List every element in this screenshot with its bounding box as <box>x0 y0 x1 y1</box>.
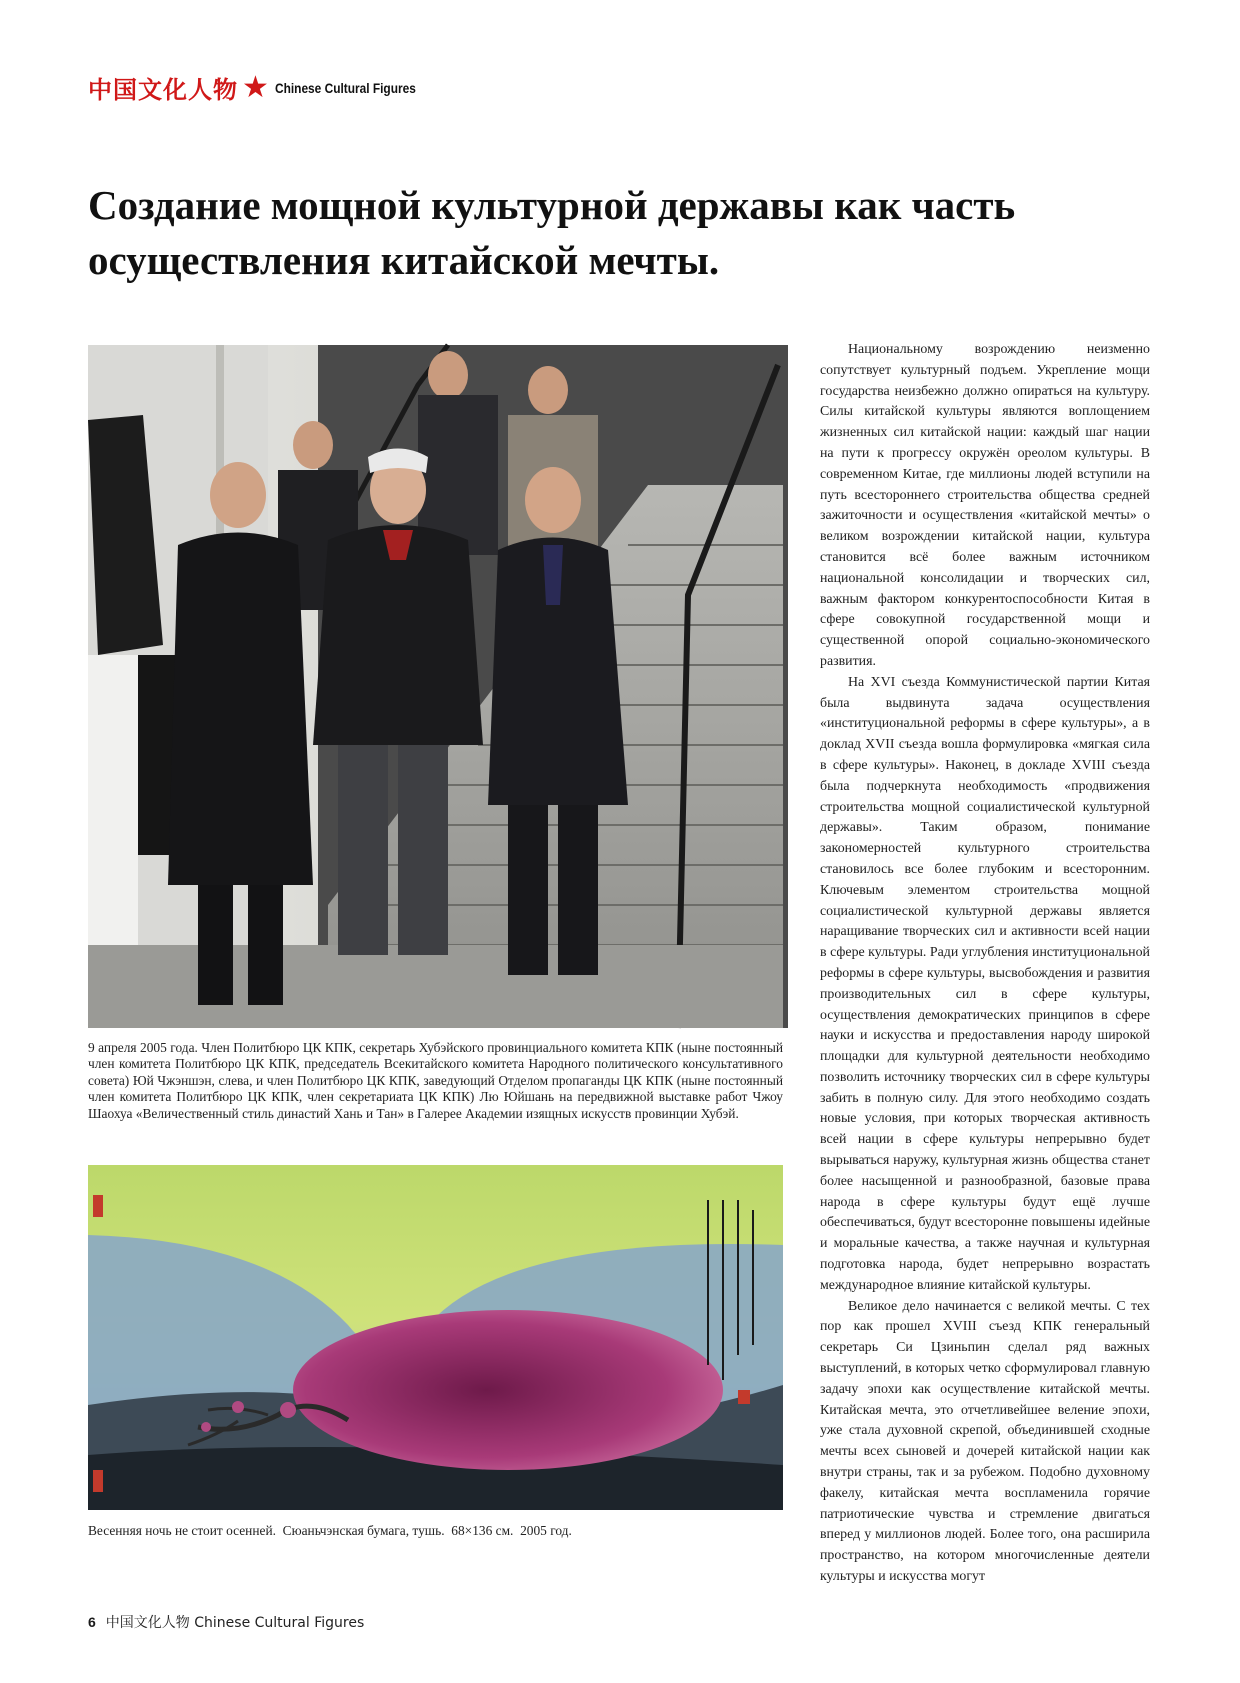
article-body <box>820 340 1150 1585</box>
article-title: Создание мощной культурной державы как часть осуществления китайской мечты. <box>88 182 1016 283</box>
page-footer <box>88 1612 364 1632</box>
blossom-tree-painting <box>88 1165 783 1510</box>
page-number: 6 <box>88 1614 96 1630</box>
body-paragraph: На XVI съезда Коммунистической партии Китая была выдвинута задача осуществления «институциональной реформы в сфере культуры», а в доклад XVII съезда вошла формулировка «мягкая сила в сфере культуры». Наконец, в докладе XVIII съезда была подчеркнута необходимость «продвижения строительства мощной социалистической культурной державы». Таким образом, понимание закономерностей культурного строительства становилось все более глубоким и всесторонним. Ключевым элементом строительства мощной социалистической культурной державы является наращивание творческих сил и активности всей нации в сфере культуры. Ради углубления институциональной реформы в сфере культуры, высвобождения и развития производительных сил в сфере культуры, осуществления демократических принципов в сфере науки и искусства и предоставления народу широкой площадки для культурной деятельности необходимо позволить источнику творческих сил в сфере культуры забить в полную силу. Для этого необходимо создать новые условия, при которых творческая активность всей нации в сфере культуры непрерывно будет вырываться наружу, культурная жизнь общества станет более насыщенной и разнообразной, базовые права народа в сфере культуры будут ещё лучше обеспечиваться, будут всесторонне повышены идейные и моральные качества, а также научная и культурная подготовка народа, будет непрерывно возрастать международное влияние китайской культуры. <box>820 674 1150 1293</box>
footer-magazine-title: 中国文化人物 Chinese Cultural Figures <box>105 1615 365 1631</box>
painting-caption: Весенняя ночь не стоит осенней. Сюаньчэнская бумага, тушь. 68×136 см. 2005 год. <box>88 1523 572 1538</box>
brand-chinese-title: 中国文化人物 <box>88 75 238 104</box>
exhibition-photo <box>88 345 783 1028</box>
magazine-brand <box>88 70 441 105</box>
body-paragraph: Великое дело начинается с великой мечты. С тех пор как прошел XVIII съезд КПК генеральный секретарь Си Цзиньпин сделал ряд важных выступлений, в которых четко сформулировал главную задачу эпохи как осуществление китайской мечты. Китайская мечта, это отчетливейшее веление эпохи, уже стала духовной скрепой, объединившей сходные мечты всех сыновей и дочерей китайской нации как внутри страны, так и за рубежом. Подобно духовному факелу, китайская мечта воспламенила горячие патриотические чувства и стремление двигаться вперед у миллионов людей. Более того, она расширила пространство, на котором многочисленные деятели культуры и искусства могут <box>820 1298 1150 1585</box>
body-paragraph: Национальному возрождению неизменно сопутствует культурный подъем. Укрепление мощи государства неизбежно должно опираться на культуру. Силы китайской культуры являются воплощением жизненных сил китайской нации: каждый шаг нации на пути к прогрессу окружён ореолом культуры. В современном Китае, где миллионы людей вступили на путь всестороннего строительства общества средней зажиточности и осуществления «китайской мечты» о великом возрождении китайской нации, культура становится всё более важным источником национальной консолидации и творческих сил, важным фактором конкурентоспособности Китая в сфере совокупной государственной мощи и существенной опорой социально-экономического развития. <box>820 342 1150 669</box>
red-star-icon: ★ <box>242 70 269 104</box>
photo-caption: 9 апреля 2005 года. Член Политбюро ЦК КПК, секретарь Хубэйского провинциального комитета КПК (ныне постоянный член комитета Политбюро ЦК КПК, председатель Всекитайского комитета Народного политического консультативного совета) Юй Чжэншэн, слева, и член Политбюро ЦК КПК, заведующий Отделом пропаганды ЦК КПК (ныне постоянный член комитета Политбюро ЦК КПК, член секретариата ЦК КПК) Лю Юйшань на передвижной выставке работ Чжоу Шаохуа «Величественный стиль династий Хань и Тан» в Галерее Академии изящных искусств провинции Хубэй. <box>88 1040 783 1121</box>
brand-english-title: Chinese Cultural Figures <box>274 79 416 96</box>
